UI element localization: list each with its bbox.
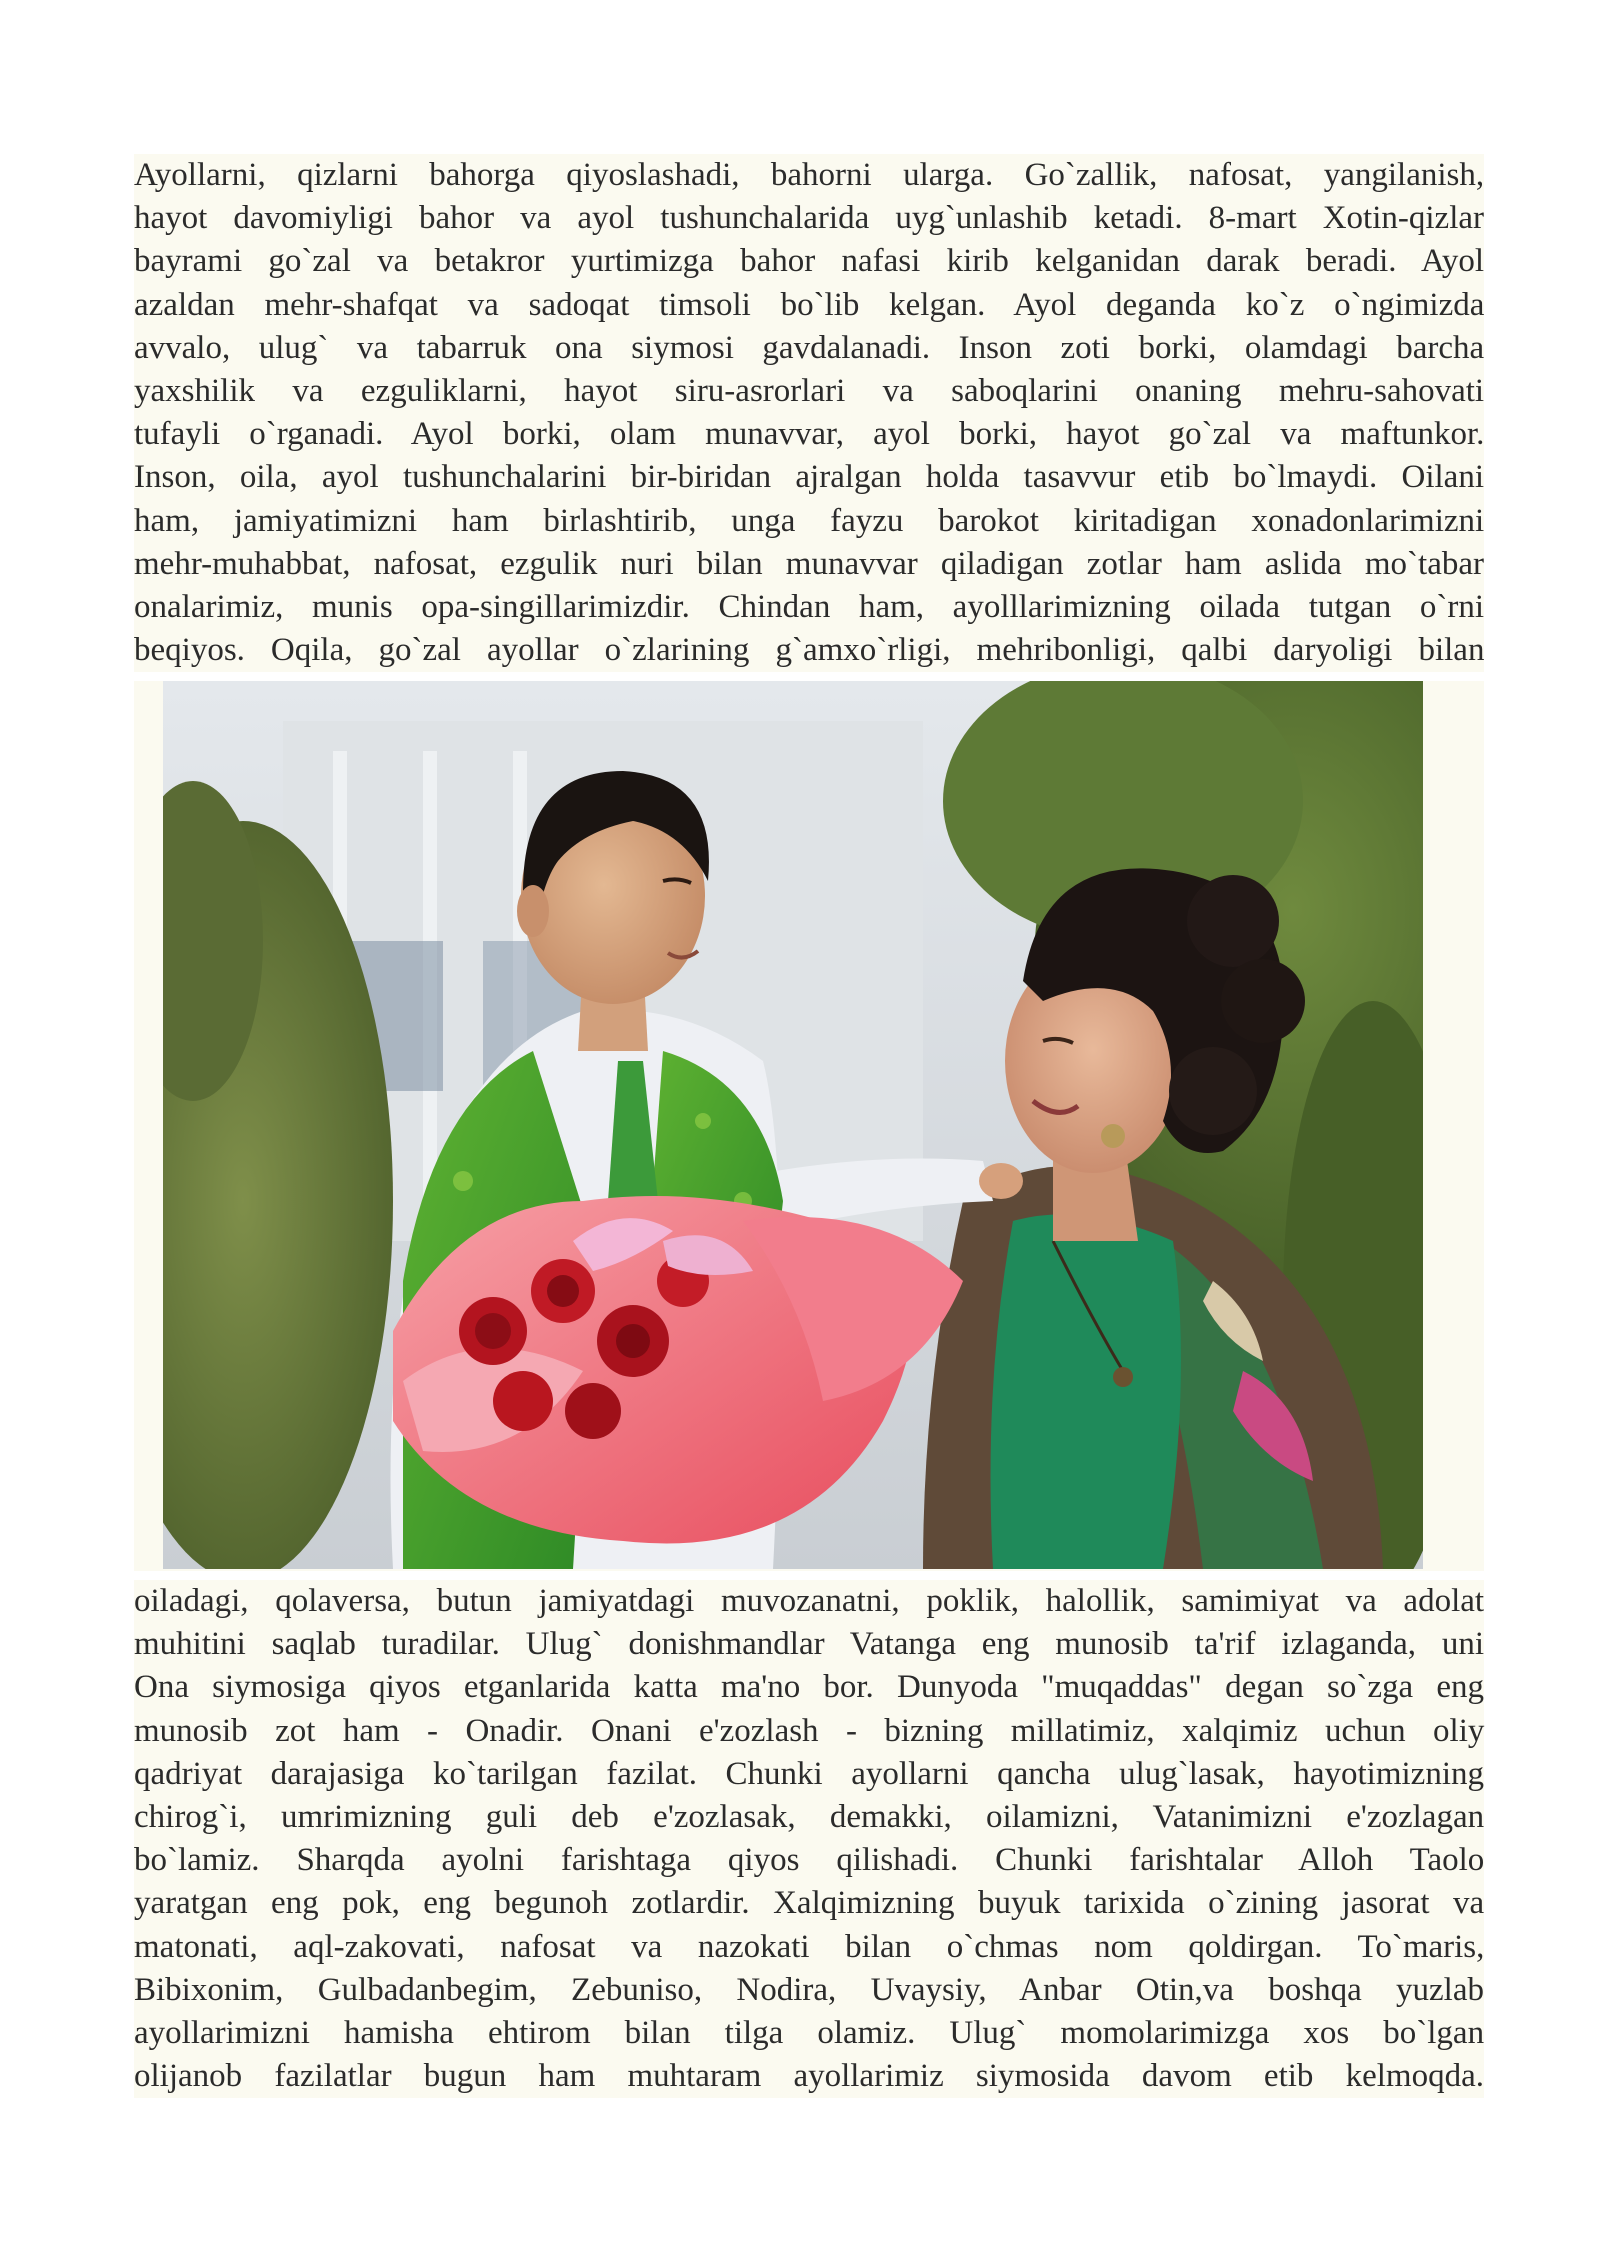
text-line: yaratgan eng pok, eng begunoh zotlardir. Xalqimizning buyuk tarixida o`zining jasorat va <box>134 1885 1485 1922</box>
text-line: munosib zot ham - Onadir. Onani e'zozlash - bizning millatimiz, xalqimiz uchun oliy <box>134 1712 1485 1749</box>
text-line: oiladagi, qolaversa, butun jamiyatdagi muvozanatni, poklik, halollik, samimiyat va adolat <box>134 1583 1485 1619</box>
text-line: Ona siymosiga qiyos etganlarida katta ma'no bor. Dunyoda "muqaddas" degan so`zga eng <box>134 1669 1484 1706</box>
boy-giving-flowers-to-woman-photo <box>163 681 1423 1569</box>
photo-frame <box>134 681 1484 1571</box>
paragraph-bottom <box>134 1580 1484 2098</box>
text-line: tufayli o`rganadi. Ayol borki, olam munavvar, ayol borki, hayot go`zal va maftunkor. <box>134 416 1485 453</box>
text-line: Inson, oila, ayol tushunchalarini bir-biridan ajralgan holda tasavvur etib bo`lmaydi. Oilani <box>134 459 1484 496</box>
text-line: matonati, aql-zakovati, nafosat va nazokati bilan o`chmas nom qoldirgan. To`maris, <box>134 1928 1485 1965</box>
text-line: chirog`i, umrimizning guli deb e'zozlasak, demakki, oilamizni, Vatanimizni e'zozlagan <box>134 1799 1485 1836</box>
text-line: beqiyos. Oqila, go`zal ayollar o`zlarining g`amxo`rligi, mehribonligi, qalbi daryoligi bilan <box>134 632 1485 669</box>
text-line: qadriyat darajasiga ko`tarilgan fazilat. Chunki ayollarni qancha ulug`lasak, hayotimizning <box>134 1755 1484 1792</box>
text-line: Bibixonim, Gulbadanbegim, Zebuniso, Nodira, Uvaysiy, Anbar Otin,va boshqa yuzlab <box>134 1971 1484 2008</box>
text-line: mehr-muhabbat, nafosat, ezgulik nuri bilan munavvar qiladigan zotlar ham aslida mo`tabar <box>134 545 1484 582</box>
text-line: bayrami go`zal va betakror yurtimizga bahor nafasi kirib kelganidan darak beradi. Ayol <box>134 243 1484 280</box>
text-line: muhitini saqlab turadilar. Ulug` donishmandlar Vatanga eng munosib ta'rif izlaganda, uni <box>134 1626 1484 1663</box>
text-line: Ayollarni, qizlarni bahorga qiyoslashadi, bahorni ularga. Go`zallik, nafosat, yangilanish, <box>134 157 1485 193</box>
text-line: ham, jamiyatimizni ham birlashtirib, unga fayzu barokot kiritadigan xonadonlarimizni <box>134 502 1485 539</box>
paragraph-top <box>134 154 1484 672</box>
text-line: onalarimiz, munis opa-singillarimizdir. Chindan ham, ayolllarimizning oilada tutgan o`rni <box>134 589 1484 626</box>
text-line: yaxshilik va ezguliklarni, hayot siru-asrorlari va saboqlarini onaning mehru-sahovati <box>134 373 1485 410</box>
text-line: hayot davomiyligi bahor va ayol tushunchalarida uyg`unlashib ketadi. 8-mart Xotin-qizlar <box>134 200 1484 237</box>
text-line: bo`lamiz. Sharqda ayolni farishtaga qiyos qilishadi. Chunki farishtalar Alloh Taolo <box>134 1842 1485 1879</box>
text-line: avvalo, ulug` va tabarruk ona siymosi gavdalanadi. Inson zoti borki, olamdagi barcha <box>134 329 1485 366</box>
text-line: olijanob fazilatlar bugun ham muhtaram ayollarimiz siymosida davom etib kelmoqda. <box>134 2058 1484 2095</box>
text-line: ayollarimizni hamisha ehtirom bilan tilga olamiz. Ulug` momolarimizga xos bo`lgan <box>134 2015 1485 2052</box>
text-line: azaldan mehr-shafqat va sadoqat timsoli bo`lib kelgan. Ayol deganda ko`z o`ngimizda <box>134 286 1485 323</box>
